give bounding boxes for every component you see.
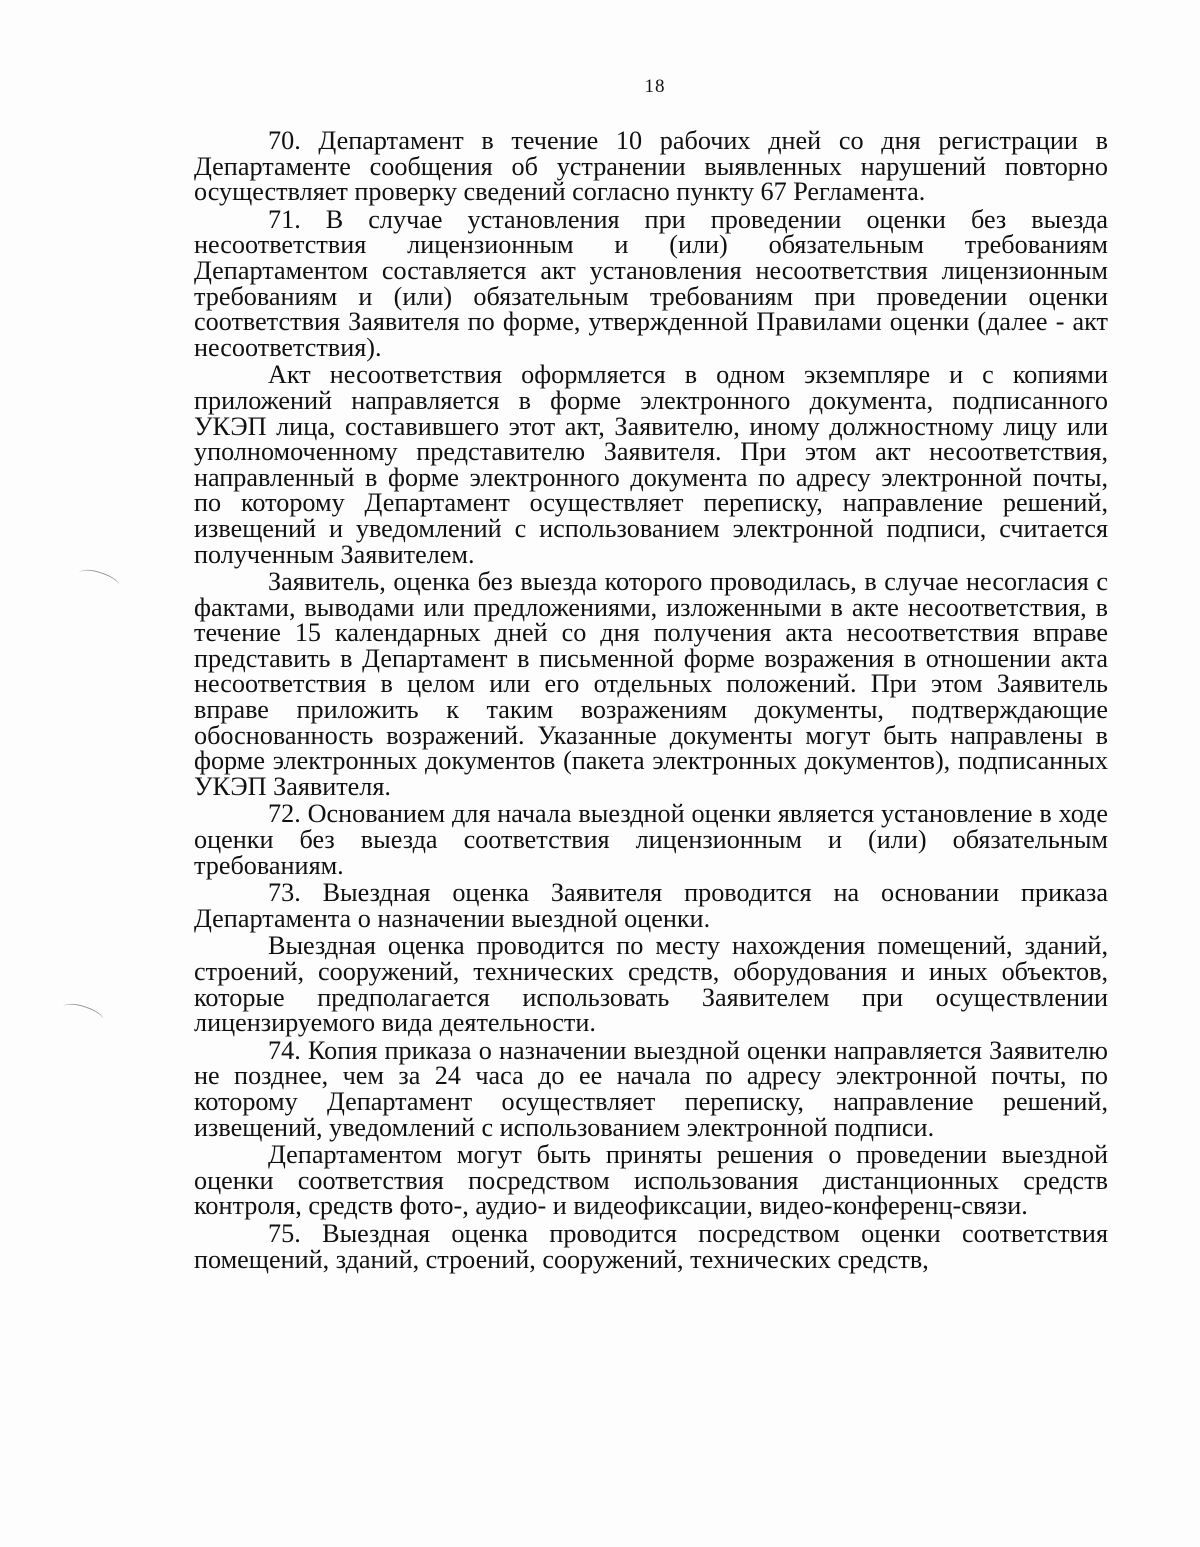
scan-artifact-mark [61, 1000, 106, 1027]
paragraph-remote-control: Департаментом могут быть приняты решения о проведении выездной оценки соответствия посредством использования дистанционных средств контроля, средств фото-, аудио- и видеофиксации, видео-конференц-связи. [194, 1140, 1108, 1221]
paragraph-70: 70. Департамент в течение 10 рабочих дней со дня регистрации в Департаменте сообщения об устранении выявленных нарушений повторно осуществляет проверку сведений согласно пункту 67 Регламента. [194, 126, 1108, 207]
paragraph-74: 74. Копия приказа о назначении выездной оценки направляется Заявителю не позднее, чем за 24 часа до ее начала по адресу электронной почты, по которому Департамент осуществляет переписку, направление решений, извещений, уведомлений с использованием электронной подписи. [194, 1035, 1108, 1142]
scan-artifact-mark [77, 566, 122, 593]
paragraph-onsite-location: Выездная оценка проводится по месту нахождения помещений, зданий, строений, сооружений, технических средств, оборудования и иных объектов, которые предполагается использовать Заявителем при осуществлении лицензируемого вида деятельности. [194, 931, 1108, 1038]
page-number: 18 [644, 76, 666, 97]
paragraph-73: 73. Выездная оценка Заявителя проводится на основании приказа Департамента о назначении выездной оценки. [194, 878, 1108, 933]
document-body [194, 128, 1108, 1272]
paragraph-72: 72. Основанием для начала выездной оценки является установление в ходе оценки без выезда соответствия лицензионным и (или) обязательным требованиям. [194, 799, 1108, 880]
paragraph-act-nonconformity: Акт несоответствия оформляется в одном экземпляре и с копиями приложений направляется в форме электронного документа, подписанного УКЭП лица, составившего этот акт, Заявителю, иному должностному лицу или уполномоченному представителю Заявителя. При этом акт несоответствия, направленный в форме электронного документа по адресу электронной почты, по которому Департамент осуществляет переписку, направление решений, извещений и уведомлений с использованием электронной подписи, считается полученным Заявителем. [194, 360, 1108, 569]
paragraph-applicant-objections: Заявитель, оценка без выезда которого проводилась, в случае несогласия с фактами, выводами или предложениями, изложенными в акте несоответствия, в течение 15 календарных дней со дня получения акта несоответствия вправе представить в Департамент в письменной форме возражения в отношении акта несоответствия в целом или его отдельных положений. При этом Заявитель вправе приложить к таким возражениям документы, подтверждающие обоснованность возражений. Указанные документы могут быть направлены в форме электронных документов (пакета электронных документов), подписанных УКЭП Заявителя. [194, 567, 1108, 801]
paragraph-75: 75. Выездная оценка проводится посредством оценки соответствия помещений, зданий, строений, сооружений, технических средств, [194, 1218, 1108, 1274]
paragraph-71: 71. В случае установления при проведении оценки без выезда несоответствия лицензионным и (или) обязательным требованиям Департаментом составляется акт установления несоответствия лицензионным требованиям и (или) обязательным требованиям при проведении оценки соответствия Заявителя по форме, утвержденной Правилами оценки (далее - акт несоответствия). [194, 204, 1108, 362]
